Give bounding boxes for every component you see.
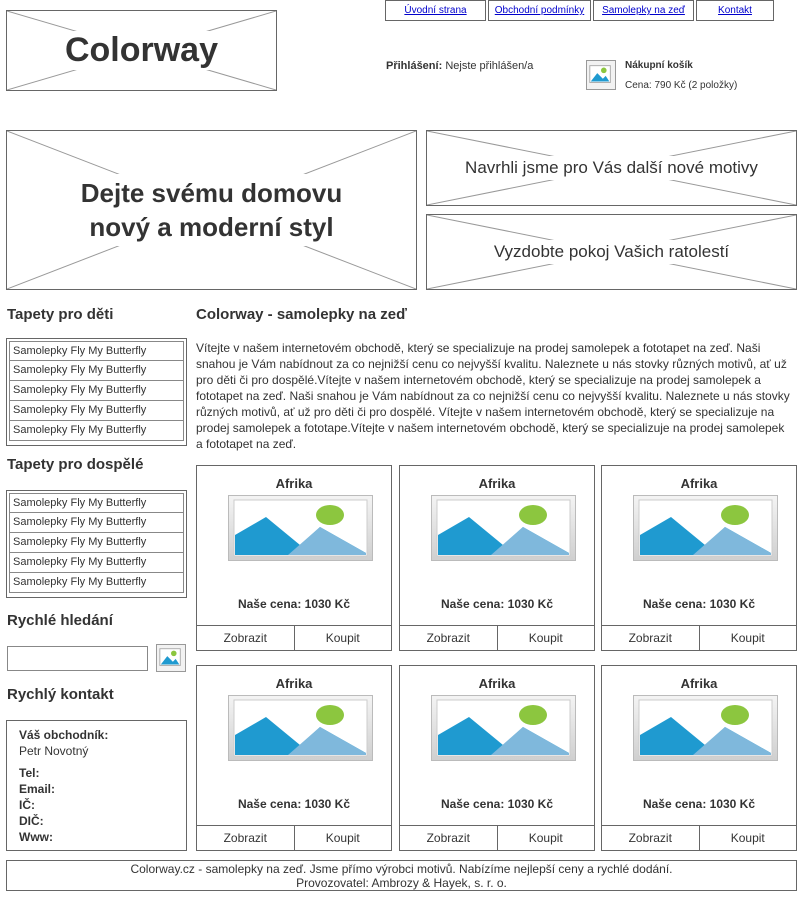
category-item[interactable]: Samolepky Fly My Butterfly — [9, 421, 184, 441]
contact-box — [6, 720, 187, 851]
product-image-icon[interactable] — [633, 695, 778, 761]
hero-line1: Dejte svému domovu — [80, 178, 343, 208]
hero-line2: nový a moderní styl — [89, 212, 334, 242]
quick-search-title: Rychlé hledání — [7, 612, 113, 629]
product-card[interactable] — [399, 665, 595, 851]
cart-image-icon — [587, 61, 615, 89]
email-label: Email: — [19, 782, 56, 796]
product-name[interactable]: Afrika — [680, 476, 718, 491]
banner-new-motifs-text: Navrhli jsme pro Vás další nové motivy — [461, 156, 762, 180]
product-image-icon[interactable] — [228, 695, 373, 761]
logo-text: Colorway — [59, 31, 224, 70]
login-value[interactable]: Nejste přihlášen/a — [445, 60, 534, 72]
product-image-icon[interactable] — [228, 495, 373, 561]
nav-wall-stickers[interactable]: Samolepky na zeď — [593, 0, 694, 21]
adults-wallpapers-title: Tapety pro dospělé — [7, 456, 144, 473]
view-button[interactable]: Zobrazit — [223, 631, 267, 645]
banner-kids-room-text: Vyzdobte pokoj Vašich ratolestí — [490, 240, 733, 264]
view-button[interactable]: Zobrazit — [426, 631, 470, 645]
search-input[interactable] — [7, 646, 148, 671]
cart-price: Cena: 790 Kč (2 položky) — [625, 80, 738, 91]
product-price: Naše cena: 1030 Kč — [440, 597, 554, 611]
buy-button[interactable]: Koupit — [294, 626, 392, 650]
view-button[interactable]: Zobrazit — [426, 831, 470, 845]
product-card[interactable] — [601, 665, 797, 851]
cart-title[interactable]: Nákupní košík — [625, 60, 693, 71]
product-card[interactable] — [196, 465, 392, 651]
product-name[interactable]: Afrika — [478, 476, 516, 491]
product-actions — [602, 825, 796, 850]
category-item[interactable]: Samolepky Fly My Butterfly — [9, 553, 184, 573]
product-actions — [602, 625, 796, 650]
product-name[interactable]: Afrika — [275, 676, 313, 691]
dealer-name: Petr Novotný — [19, 744, 89, 758]
tel-label: Tel: — [19, 766, 40, 780]
product-image-icon[interactable] — [431, 695, 576, 761]
category-item[interactable]: Samolepky Fly My Butterfly — [9, 493, 184, 513]
nav-contact[interactable]: Kontakt — [696, 0, 774, 21]
category-item[interactable]: Samolepky Fly My Butterfly — [9, 513, 184, 533]
buy-button[interactable]: Koupit — [294, 826, 392, 850]
product-actions — [400, 825, 594, 850]
ic-label: IČ: — [19, 798, 35, 812]
product-card[interactable] — [399, 465, 595, 651]
buy-button[interactable]: Koupit — [699, 826, 797, 850]
product-name[interactable]: Afrika — [478, 676, 516, 691]
view-button[interactable]: Zobrazit — [223, 831, 267, 845]
product-price: Naše cena: 1030 Kč — [642, 797, 756, 811]
dic-label: DIČ: — [19, 814, 44, 828]
product-price: Naše cena: 1030 Kč — [237, 797, 351, 811]
nav-home[interactable]: Úvodní strana — [385, 0, 486, 21]
buy-button[interactable]: Koupit — [699, 626, 797, 650]
quick-contact-title: Rychlý kontakt — [7, 686, 114, 703]
logo[interactable] — [6, 10, 277, 91]
view-button[interactable]: Zobrazit — [628, 831, 672, 845]
product-card[interactable] — [601, 465, 797, 651]
product-actions — [400, 625, 594, 650]
nav-terms[interactable]: Obchodní podmínky — [488, 0, 591, 21]
product-price: Naše cena: 1030 Kč — [237, 597, 351, 611]
product-price: Naše cena: 1030 Kč — [440, 797, 554, 811]
buy-button[interactable]: Koupit — [497, 826, 595, 850]
view-button[interactable]: Zobrazit — [628, 631, 672, 645]
product-actions — [197, 825, 391, 850]
page-title: Colorway - samolepky na zeď — [196, 306, 407, 323]
category-item[interactable]: Samolepky Fly My Butterfly — [9, 381, 184, 401]
footer-line1: Colorway.cz - samolepky na zeď. Jsme přímo výrobci motivů. Nabízíme nejlepší ceny a rychlé dodání. — [130, 862, 673, 876]
image-icon[interactable] — [586, 60, 616, 90]
category-item[interactable]: Samolepky Fly My Butterfly — [9, 573, 184, 593]
category-item[interactable]: Samolepky Fly My Butterfly — [9, 341, 184, 361]
category-item[interactable]: Samolepky Fly My Butterfly — [9, 361, 184, 381]
product-name[interactable]: Afrika — [680, 676, 718, 691]
product-price: Naše cena: 1030 Kč — [642, 597, 756, 611]
www-label: Www: — [19, 830, 53, 844]
product-card[interactable] — [196, 665, 392, 851]
footer — [6, 860, 797, 891]
banner-new-motifs[interactable] — [426, 130, 797, 206]
login-label: Přihlášení: — [386, 60, 443, 72]
dealer-label: Váš obchodník: — [19, 728, 109, 742]
product-image-icon[interactable] — [431, 495, 576, 561]
category-item[interactable]: Samolepky Fly My Butterfly — [9, 401, 184, 421]
hero-banner[interactable] — [6, 130, 417, 290]
product-name[interactable]: Afrika — [275, 476, 313, 491]
product-actions — [197, 625, 391, 650]
product-image-icon[interactable] — [633, 495, 778, 561]
footer-line2: Provozovatel: Ambrozy & Hayek, s. r. o. — [296, 876, 507, 890]
kids-wallpapers-title: Tapety pro děti — [7, 306, 114, 323]
search-button[interactable] — [156, 644, 186, 672]
login-status — [386, 60, 533, 72]
intro-text: Vítejte v našem internetovém obchodě, který se specializuje na prodej samolepek a fototapet na zeď. Naši snahou je Vám nabídnout za co nejnižší cenu co nejvyšší kvalitu. Naleznete u nás stovky různých motivů, ať už pro děti či pro dospělé.Vítejte v našem internetovém obchodě, který se specializuje na prodej samolepek a fototapet na zeď. Naši snahou je Vám nabídnout za co nejnižší cenu co nejvyšší kvalitu. Naleznete u nás stovky různých motivů, ať už pro děti či pro dospělé. Vítejte v našem internetovém obchodě, který se specializuje na prodej samolepek a fototape.Vítejte v našem internetovém obchodě, který se specializuje na prodej samolepek a fototapet na zeď. — [196, 341, 790, 451]
category-item[interactable]: Samolepky Fly My Butterfly — [9, 533, 184, 553]
kids-category-list — [6, 338, 187, 446]
buy-button[interactable]: Koupit — [497, 626, 595, 650]
banner-kids-room[interactable] — [426, 214, 797, 290]
adults-category-list — [6, 490, 187, 598]
image-icon — [157, 645, 185, 671]
